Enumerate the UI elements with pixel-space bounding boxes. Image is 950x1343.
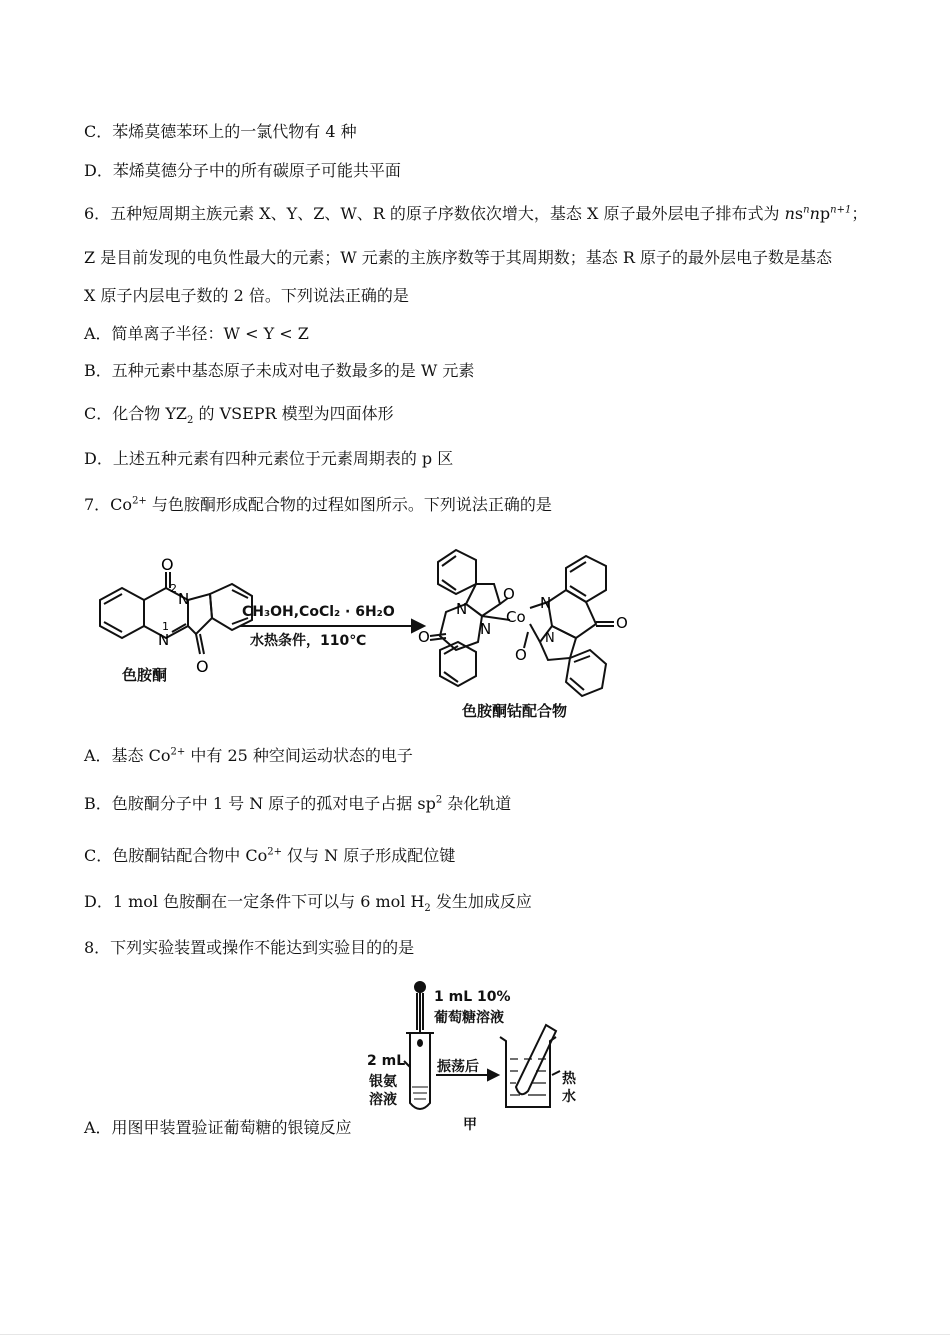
q7-opta-text: A．基态 Co: [84, 746, 171, 765]
product-n-a1: N: [456, 600, 468, 618]
reagent-silver-line1: 2 mL: [367, 1053, 406, 1069]
reaction-condition-bottom: 水热条件，110℃: [250, 633, 367, 649]
product-o-b-carbonyl: O: [616, 614, 628, 632]
q7-option-a: [84, 745, 413, 767]
q8-option-a: A．用图甲装置验证葡萄糖的银镜反应: [84, 1118, 352, 1137]
q7-optb-text2: 杂化轨道: [442, 794, 512, 813]
q7-option-c: [84, 845, 455, 867]
q7-opta-sup: 2+: [170, 746, 186, 758]
q5-option-d: D．苯烯莫德分子中的所有碳原子可能共平面: [84, 161, 401, 180]
product-benzene-top: [438, 550, 476, 594]
reactant-o-bottom: O: [196, 657, 209, 676]
product-n-b: N: [540, 594, 552, 612]
dropper-bulb: [415, 982, 425, 992]
q6-option-c: [84, 403, 394, 425]
q6-stem-line2: Z 是目前发现的电负性最大的元素；W 元素的主族序数等于其周期数；基态 R 原子的最外层电子数是基态: [84, 248, 832, 267]
q6-stem-line1: [84, 203, 867, 225]
product-o-a-carbonyl: O: [418, 628, 430, 646]
q7-stem-text2: 与色胺酮形成配合物的过程如图所示。下列说法正确的是: [146, 495, 552, 514]
reagent-glucose-line2: 葡萄糖溶液: [434, 1010, 504, 1026]
q6-np-sup: n+1: [830, 204, 852, 216]
q7-option-d: [84, 891, 532, 913]
q6-option-a: A．简单离子半径：W < Y < Z: [84, 324, 309, 343]
reactant-n-2: N: [178, 590, 190, 608]
reactant-o-top: O: [161, 555, 174, 574]
reactant-n-1: N: [158, 631, 170, 649]
q6-optc-text2: 的 VSEPR 模型为四面体形: [193, 404, 394, 423]
q8-stem: 8．下列实验装置或操作不能达到实验目的的是: [84, 938, 415, 957]
hot-water-line2: 水: [562, 1089, 576, 1105]
reactant-num-2: 2: [170, 582, 177, 595]
q6-option-d: D．上述五种元素有四种元素位于元素周期表的 p 区: [84, 449, 454, 468]
q7-optc-sup: 2+: [267, 846, 282, 858]
q6-option-b: B．五种元素中基态原子未成对电子数最多的是 W 元素: [84, 361, 475, 380]
reagent-glucose-line1: 1 mL 10%: [434, 989, 511, 1005]
q6-stem-end: ；: [851, 204, 868, 223]
q7-optc-text2: 仅与 N 原子形成配位键: [281, 846, 456, 865]
product-n-a2: N: [480, 620, 492, 638]
q6-n2: n: [809, 204, 820, 223]
q7-option-b: [84, 793, 511, 815]
page-bottom-rule: [0, 1334, 950, 1335]
q6-s: s: [794, 204, 804, 223]
reactant-five-ring: [188, 594, 212, 634]
q7-stem: [84, 494, 552, 516]
q6-ns-sup: n: [803, 204, 810, 216]
reactant-benzene-left: [100, 588, 144, 638]
q7-optd-text: D．1 mol 色胺酮在一定条件下可以与 6 mol H: [84, 892, 425, 911]
q7-optc-text: C．色胺酮钴配合物中 Co: [84, 846, 268, 865]
product-o-a: O: [503, 585, 515, 603]
q7-optd-text2: 发生加成反应: [430, 892, 532, 911]
reagent-silver-line3: 溶液: [369, 1092, 397, 1108]
q7-stem-sup: 2+: [132, 495, 147, 507]
product-label: 色胺酮钴配合物: [462, 702, 568, 720]
reaction-condition-top: CH₃OH,CoCl₂ · 6H₂O: [242, 604, 395, 620]
q6-stem-text: 6．五种短周期主族元素 X、Y、Z、W、R 的原子序数依次增大，基态 X 原子最外层电子排布式为: [84, 204, 785, 223]
q7-optd-sub: 2: [424, 903, 431, 915]
product-o-b: O: [515, 646, 527, 664]
q7-stem-text: 7．Co: [84, 495, 133, 514]
arrow-label: 振荡后: [437, 1059, 479, 1075]
q6-optc-text: C．化合物 YZ: [84, 404, 188, 423]
q6-optc-sub: 2: [187, 415, 194, 427]
figure-caption: 甲: [463, 1117, 477, 1133]
q6-n: n: [784, 204, 795, 223]
reactant-label: 色胺酮: [122, 666, 168, 684]
q7-optb-sup: 2: [435, 794, 443, 806]
product-five-ring-a: [466, 584, 500, 616]
hot-water-line1: 热: [562, 1071, 576, 1087]
q6-stem-line3: X 原子内层电子数的 2 倍。下列说法正确的是: [84, 286, 409, 305]
q5-option-c: C．苯烯莫德苯环上的一氯代物有 4 种: [84, 122, 357, 141]
product-n-b2: N: [545, 631, 555, 646]
product-six-ring-b: [548, 590, 596, 638]
q7-optb-text: B．色胺酮分子中 1 号 N 原子的孤对电子占据 sp: [84, 794, 436, 813]
product-co: Co: [506, 608, 526, 626]
q6-p: p: [819, 204, 831, 223]
reagent-silver-line2: 银氨: [369, 1074, 397, 1090]
reactant-num-1: 1: [162, 620, 169, 633]
q7-opta-text2: 中有 25 种空间运动状态的电子: [185, 746, 413, 765]
